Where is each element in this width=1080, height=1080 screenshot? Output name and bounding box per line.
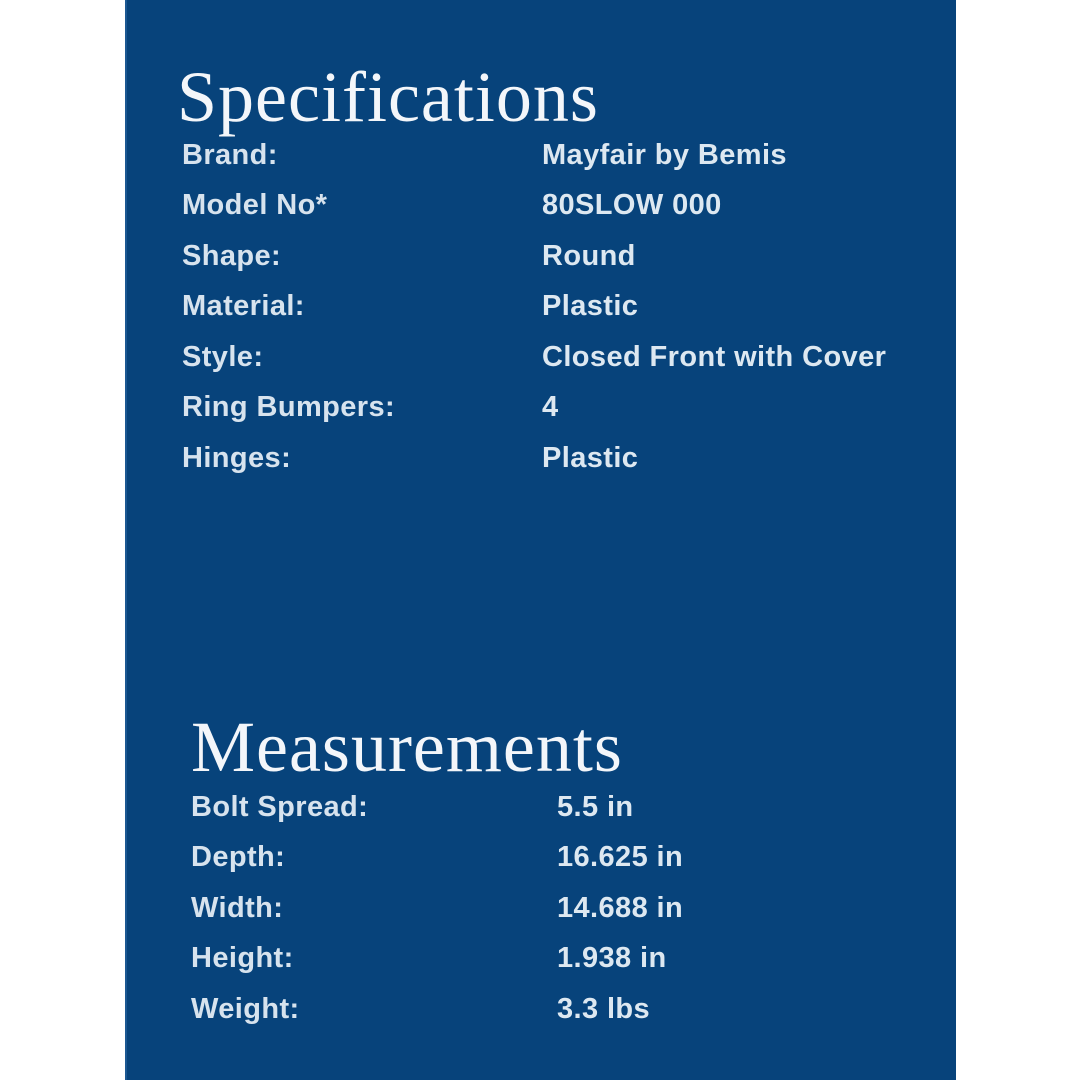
measurements-title: Measurements bbox=[191, 707, 623, 788]
measurement-row-width bbox=[191, 883, 926, 934]
spec-label: Model No* bbox=[182, 189, 328, 222]
measurement-row-height bbox=[191, 934, 926, 985]
spec-row-model bbox=[182, 181, 926, 232]
measurement-value: 3.3 lbs bbox=[557, 992, 651, 1025]
spec-value: Closed Front with Cover bbox=[542, 340, 887, 373]
spec-row-style bbox=[182, 332, 926, 383]
spec-label: Material: bbox=[182, 290, 305, 323]
measurement-value: 14.688 in bbox=[557, 891, 684, 924]
spec-label: Hinges: bbox=[182, 441, 292, 474]
specifications-rows bbox=[182, 130, 926, 484]
spec-label: Brand: bbox=[182, 138, 278, 171]
spec-value: 4 bbox=[542, 391, 559, 424]
spec-row-hinges bbox=[182, 433, 926, 484]
measurement-label: Height: bbox=[191, 942, 294, 975]
measurement-row-depth bbox=[191, 833, 926, 884]
spec-value: Plastic bbox=[542, 441, 639, 474]
measurements-rows bbox=[191, 782, 926, 1035]
spec-label: Shape: bbox=[182, 239, 282, 272]
spec-row-material bbox=[182, 282, 926, 333]
spec-sheet-panel bbox=[125, 0, 956, 1080]
measurement-row-weight bbox=[191, 984, 926, 1035]
spec-value: Plastic bbox=[542, 290, 639, 323]
measurement-label: Depth: bbox=[191, 841, 286, 874]
measurement-value: 16.625 in bbox=[557, 841, 684, 874]
measurement-label: Bolt Spread: bbox=[191, 790, 369, 823]
measurement-label: Weight: bbox=[191, 992, 300, 1025]
measurement-row-bolt-spread bbox=[191, 782, 926, 833]
spec-row-ring-bumpers bbox=[182, 383, 926, 434]
spec-row-brand bbox=[182, 130, 926, 181]
measurement-value: 1.938 in bbox=[557, 942, 667, 975]
spec-value: 80SLOW 000 bbox=[542, 189, 722, 222]
spec-row-shape bbox=[182, 231, 926, 282]
spec-value: Round bbox=[542, 239, 636, 272]
specifications-title: Specifications bbox=[177, 57, 599, 138]
spec-label: Ring Bumpers: bbox=[182, 391, 396, 424]
spec-label: Style: bbox=[182, 340, 264, 373]
measurement-value: 5.5 in bbox=[557, 790, 634, 823]
measurement-label: Width: bbox=[191, 891, 284, 924]
spec-value: Mayfair by Bemis bbox=[542, 138, 787, 171]
